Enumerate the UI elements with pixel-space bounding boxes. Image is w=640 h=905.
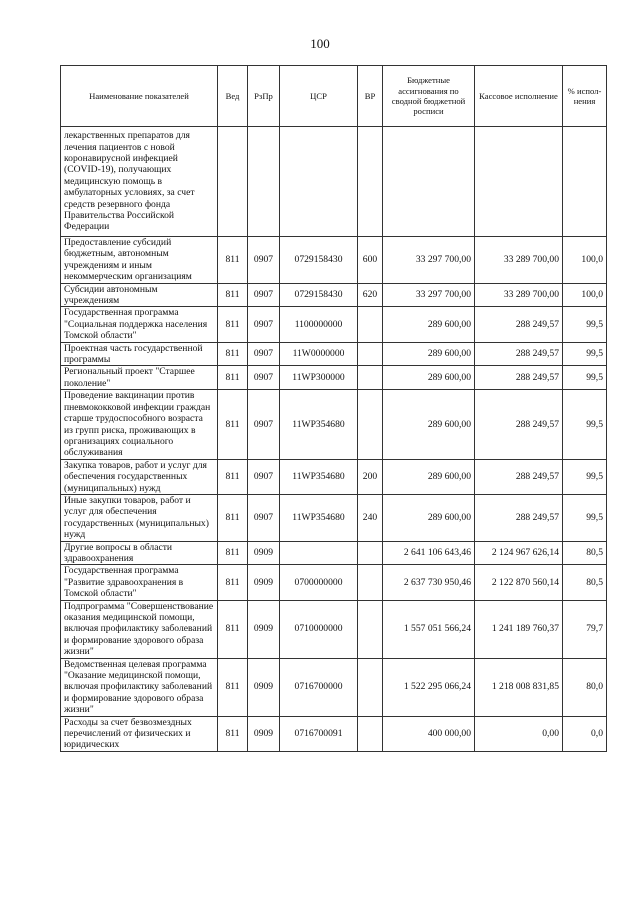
row-rzpr: 0909 <box>248 600 280 658</box>
table-row <box>61 565 607 600</box>
row-cash: 288 249,57 <box>475 459 563 494</box>
row-percent: 79,7 <box>563 600 607 658</box>
header-vr: ВР <box>358 66 383 127</box>
table-row <box>61 307 607 342</box>
row-budget: 289 600,00 <box>383 307 475 342</box>
row-ved: 811 <box>218 283 248 307</box>
row-rzpr: 0907 <box>248 459 280 494</box>
table-row <box>61 600 607 658</box>
row-vr <box>358 366 383 390</box>
header-budget: Бюджетные ассигнования по сводной бюджетной росписи <box>383 66 475 127</box>
row-percent: 80,5 <box>563 565 607 600</box>
row-budget: 2 637 730 950,46 <box>383 565 475 600</box>
row-name: Государственная программа "Социальная поддержка населения Томской области" <box>61 307 218 342</box>
continuation-text: лекарственных препаратов для лечения пациентов с новой коронавирусной инфекцией (COVID-19), получающих медицинскую помощь в амбулаторных условиях, за счет средств резервного фонда Правительства Российской Федерации <box>61 127 218 237</box>
row-csr: 1100000000 <box>280 307 358 342</box>
row-ved: 811 <box>218 459 248 494</box>
row-cash: 33 289 700,00 <box>475 283 563 307</box>
row-rzpr: 0907 <box>248 390 280 459</box>
row-vr: 620 <box>358 283 383 307</box>
table-row <box>61 459 607 494</box>
row-csr: 11W0000000 <box>280 342 358 366</box>
row-ved: 811 <box>218 307 248 342</box>
row-percent: 99,5 <box>563 494 607 541</box>
table-header-row <box>61 66 607 127</box>
table-row <box>61 283 607 307</box>
row-csr: 11WP300000 <box>280 366 358 390</box>
row-cash: 33 289 700,00 <box>475 237 563 284</box>
table-row <box>61 541 607 565</box>
row-csr: 11WP354680 <box>280 459 358 494</box>
row-name: Подпрограмма "Совершенствование оказания медицинской помощи, включая профилактику заболеваний и формирование здорового образа жизни" <box>61 600 218 658</box>
row-name: Предоставление субсидий бюджетным, автономным учреждениям и иным некоммерческим организациям <box>61 237 218 284</box>
row-csr: 11WP354680 <box>280 494 358 541</box>
continuation-row <box>61 127 607 237</box>
row-ved: 811 <box>218 237 248 284</box>
row-csr: 0716700091 <box>280 716 358 751</box>
row-percent: 0,0 <box>563 716 607 751</box>
row-budget: 2 641 106 643,46 <box>383 541 475 565</box>
row-name: Расходы за счет безвозмездных перечислений от физических и юридических <box>61 716 218 751</box>
empty-cell <box>248 127 280 237</box>
row-ved: 811 <box>218 541 248 565</box>
row-rzpr: 0907 <box>248 283 280 307</box>
row-vr <box>358 658 383 716</box>
row-cash: 2 124 967 626,14 <box>475 541 563 565</box>
row-vr: 200 <box>358 459 383 494</box>
row-ved: 811 <box>218 366 248 390</box>
table-row <box>61 237 607 284</box>
row-vr <box>358 716 383 751</box>
row-csr: 11WP354680 <box>280 390 358 459</box>
table-row <box>61 390 607 459</box>
row-budget: 289 600,00 <box>383 459 475 494</box>
row-name: Проведение вакцинации против пневмококковой инфекции граждан старше трудоспособного возраста из групп риска, проживающих в организациях социального обслуживания <box>61 390 218 459</box>
header-csr: ЦСР <box>280 66 358 127</box>
row-name: Закупка товаров, работ и услуг для обеспечения государственных (муниципальных) нужд <box>61 459 218 494</box>
row-budget: 33 297 700,00 <box>383 283 475 307</box>
row-cash: 288 249,57 <box>475 366 563 390</box>
row-vr <box>358 342 383 366</box>
row-vr <box>358 307 383 342</box>
table-row <box>61 494 607 541</box>
row-budget: 1 522 295 066,24 <box>383 658 475 716</box>
row-rzpr: 0907 <box>248 307 280 342</box>
table-row <box>61 658 607 716</box>
empty-cell <box>383 127 475 237</box>
row-vr <box>358 565 383 600</box>
header-name: Наименование показателей <box>61 66 218 127</box>
row-cash: 1 241 189 760,37 <box>475 600 563 658</box>
row-ved: 811 <box>218 565 248 600</box>
row-rzpr: 0907 <box>248 494 280 541</box>
row-csr: 0729158430 <box>280 237 358 284</box>
row-percent: 100,0 <box>563 237 607 284</box>
row-percent: 80,5 <box>563 541 607 565</box>
row-percent: 80,0 <box>563 658 607 716</box>
row-rzpr: 0909 <box>248 541 280 565</box>
row-percent: 99,5 <box>563 307 607 342</box>
empty-cell <box>563 127 607 237</box>
row-csr <box>280 541 358 565</box>
row-csr: 0729158430 <box>280 283 358 307</box>
row-vr <box>358 600 383 658</box>
header-rzpr: РзПр <box>248 66 280 127</box>
row-ved: 811 <box>218 390 248 459</box>
row-budget: 33 297 700,00 <box>383 237 475 284</box>
row-name: Государственная программа "Развитие здравоохранения в Томской области" <box>61 565 218 600</box>
row-csr: 0710000000 <box>280 600 358 658</box>
row-rzpr: 0909 <box>248 565 280 600</box>
row-rzpr: 0909 <box>248 658 280 716</box>
row-name: Другие вопросы в области здравоохранения <box>61 541 218 565</box>
table-row <box>61 342 607 366</box>
row-cash: 0,00 <box>475 716 563 751</box>
row-cash: 2 122 870 560,14 <box>475 565 563 600</box>
row-name: Ведомственная целевая программа "Оказание медицинской помощи, включая профилактику заболеваний и формирование здорового образа жизни" <box>61 658 218 716</box>
row-rzpr: 0907 <box>248 342 280 366</box>
row-cash: 1 218 008 831,85 <box>475 658 563 716</box>
row-rzpr: 0907 <box>248 366 280 390</box>
row-cash: 288 249,57 <box>475 494 563 541</box>
row-vr: 600 <box>358 237 383 284</box>
row-csr: 0700000000 <box>280 565 358 600</box>
row-ved: 811 <box>218 716 248 751</box>
table-row <box>61 716 607 751</box>
row-cash: 288 249,57 <box>475 390 563 459</box>
row-budget: 1 557 051 566,24 <box>383 600 475 658</box>
row-percent: 99,5 <box>563 366 607 390</box>
row-percent: 100,0 <box>563 283 607 307</box>
row-budget: 289 600,00 <box>383 366 475 390</box>
empty-cell <box>218 127 248 237</box>
row-cash: 288 249,57 <box>475 342 563 366</box>
row-name: Субсидии автономным учреждениям <box>61 283 218 307</box>
row-budget: 289 600,00 <box>383 390 475 459</box>
row-vr: 240 <box>358 494 383 541</box>
row-csr: 0716700000 <box>280 658 358 716</box>
table-row <box>61 366 607 390</box>
row-name: Региональный проект "Старшее поколение" <box>61 366 218 390</box>
row-percent: 99,5 <box>563 390 607 459</box>
row-ved: 811 <box>218 658 248 716</box>
row-budget: 289 600,00 <box>383 342 475 366</box>
header-percent: % испол-нения <box>563 66 607 127</box>
row-vr <box>358 390 383 459</box>
budget-execution-table <box>60 65 607 752</box>
empty-cell <box>280 127 358 237</box>
row-percent: 99,5 <box>563 459 607 494</box>
empty-cell <box>475 127 563 237</box>
page-number: 100 <box>310 36 330 51</box>
row-ved: 811 <box>218 494 248 541</box>
row-name: Иные закупки товаров, работ и услуг для обеспечения государственных (муниципальных) нужд <box>61 494 218 541</box>
row-name: Проектная часть государственной программы <box>61 342 218 366</box>
row-rzpr: 0909 <box>248 716 280 751</box>
header-ved: Вед <box>218 66 248 127</box>
row-percent: 99,5 <box>563 342 607 366</box>
row-ved: 811 <box>218 342 248 366</box>
row-budget: 289 600,00 <box>383 494 475 541</box>
header-cash: Кассовое исполнение <box>475 66 563 127</box>
row-budget: 400 000,00 <box>383 716 475 751</box>
empty-cell <box>358 127 383 237</box>
row-cash: 288 249,57 <box>475 307 563 342</box>
row-vr <box>358 541 383 565</box>
row-rzpr: 0907 <box>248 237 280 284</box>
row-ved: 811 <box>218 600 248 658</box>
